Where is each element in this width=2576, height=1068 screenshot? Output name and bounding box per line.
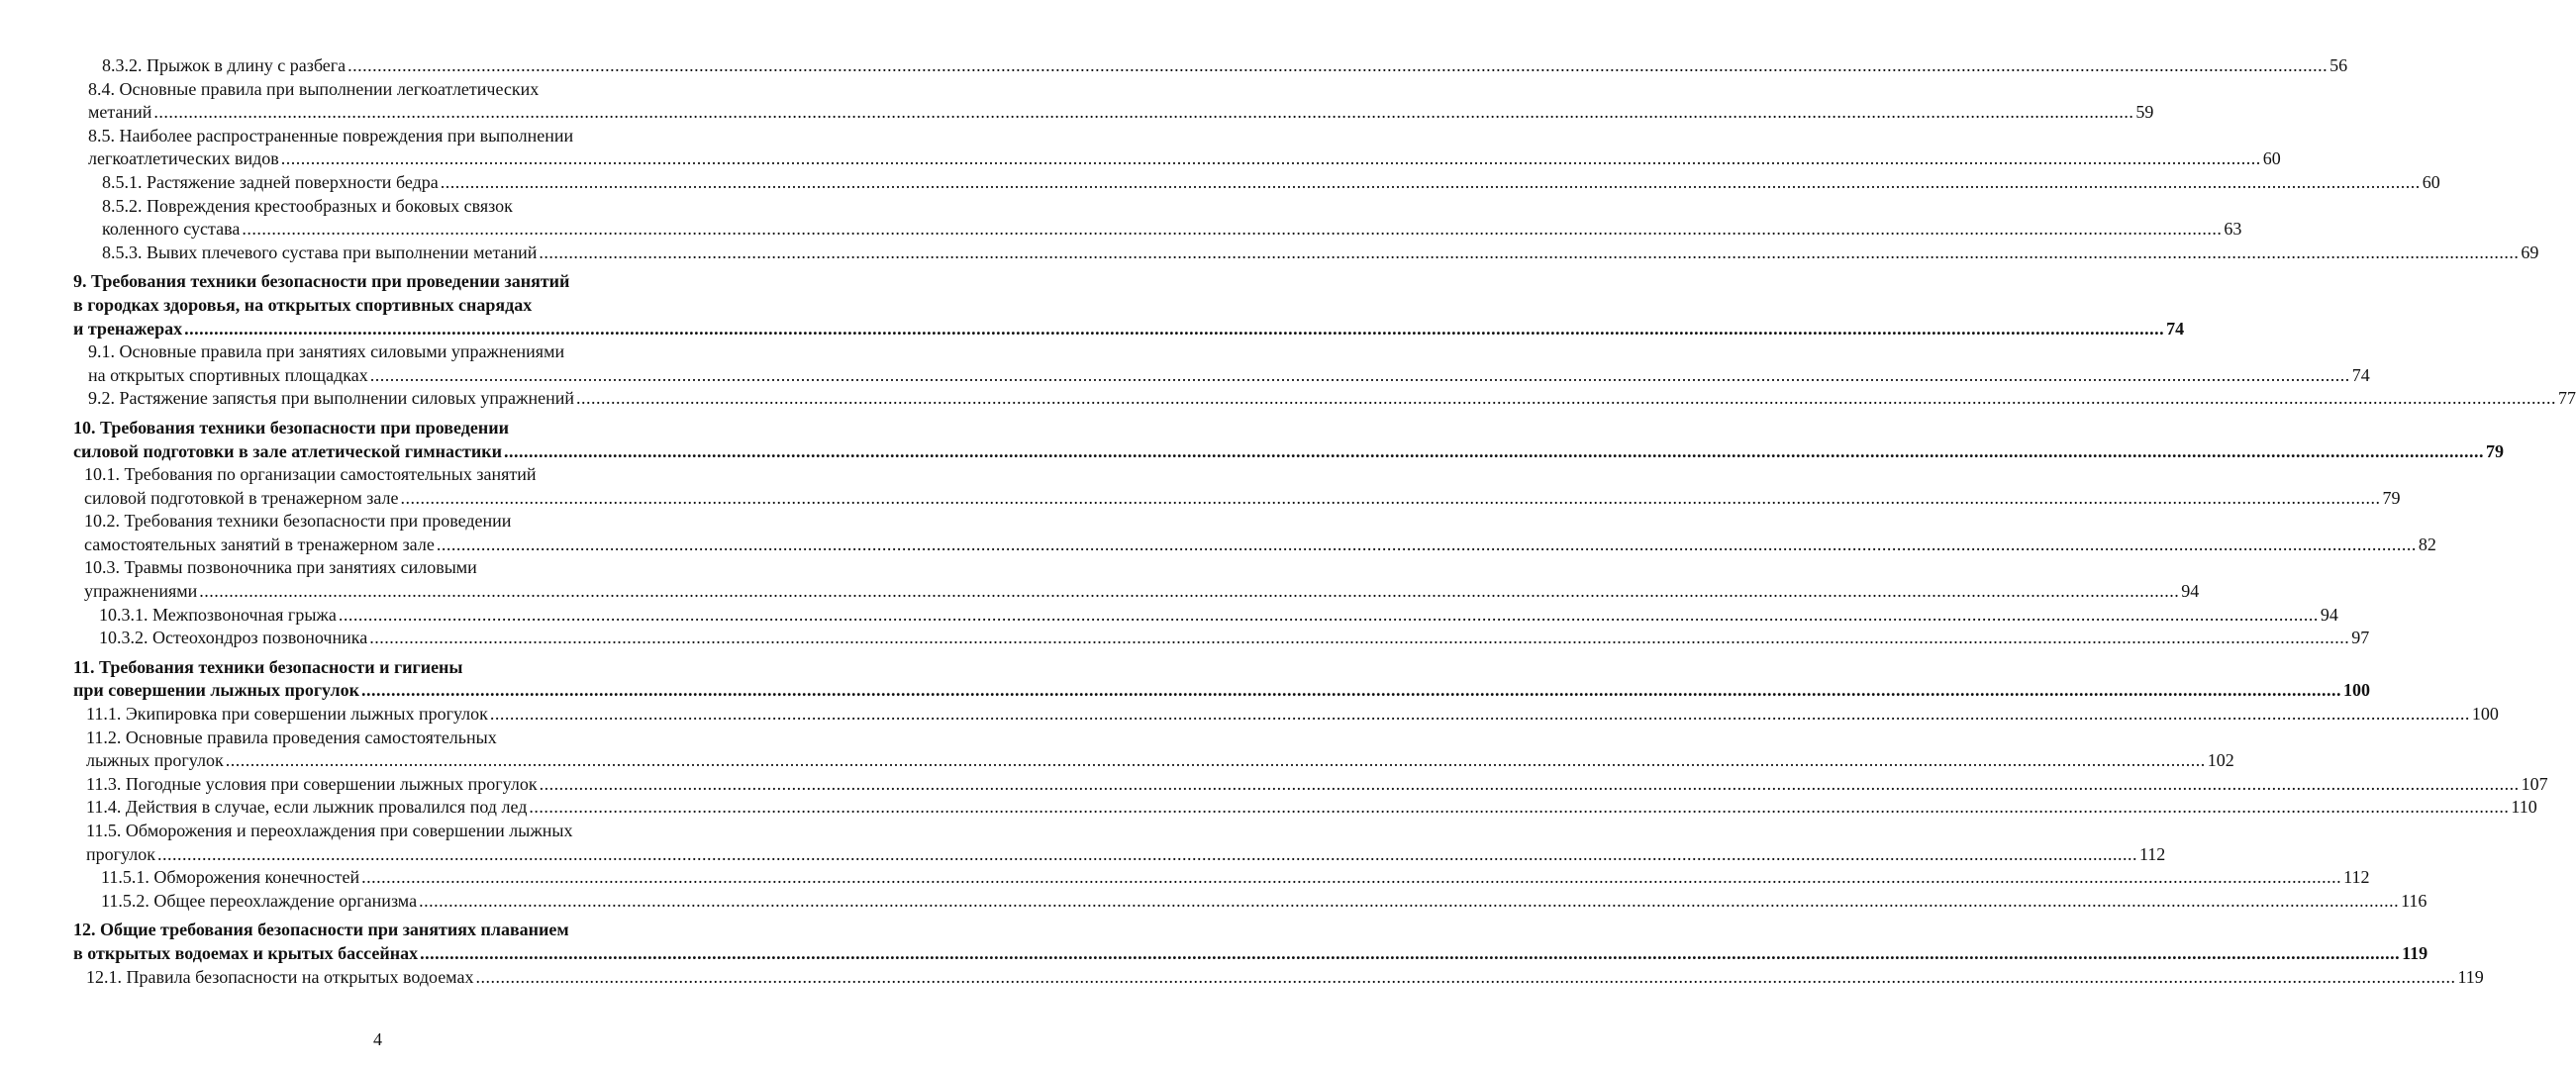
toc-page-number: 116 [2401, 890, 2427, 911]
toc-page-number: 97 [2351, 628, 2370, 648]
toc-entry[interactable] [73, 966, 2484, 990]
toc-entry-title: 8.5.1. Растяжение задней поверхности бедра [102, 171, 439, 192]
dot-leader: ................................................................................................................................................................................................................................................................................................................................................................................................................ [338, 604, 2319, 625]
toc-line [88, 387, 2576, 411]
toc-line [86, 703, 2499, 727]
toc-page-number: 77 [2558, 388, 2576, 409]
toc-page-number: 56 [2329, 55, 2348, 75]
toc-entry-title: 11.1. Экипировка при совершении лыжных прогулок [86, 704, 488, 725]
toc-page-number: 94 [2320, 604, 2338, 625]
dot-leader: ................................................................................................................................................................................................................................................................................................................................................................................................................ [539, 242, 2520, 262]
toc-entry[interactable] [73, 54, 2348, 78]
toc-entry[interactable] [73, 627, 2370, 650]
toc-line [73, 318, 2185, 341]
toc-line [86, 773, 2548, 797]
dot-leader: ................................................................................................................................................................................................................................................................................................................................................................................................................ [242, 219, 2223, 240]
toc-entry[interactable] [73, 703, 2499, 727]
toc-entry-title: 10.2. Требования техники безопасности при проведении [84, 511, 512, 532]
toc-line [102, 195, 685, 219]
toc-line [88, 340, 685, 364]
toc-page-number: 100 [2343, 680, 2371, 701]
toc-page-number: 60 [2422, 171, 2440, 192]
toc-entry-title: на открытых спортивных площадках [88, 364, 368, 385]
table-of-contents [73, 54, 2576, 989]
toc-entry-title: 11.5.2. Общее переохлаждение организма [101, 890, 418, 911]
toc-entry-title: 8.3.2. Прыжок в длину с разбега [102, 55, 347, 75]
toc-entry-title: 11.3. Погодные условия при совершении лыжных прогулок [86, 773, 538, 794]
dot-leader: ................................................................................................................................................................................................................................................................................................................................................................................................................ [369, 364, 2350, 385]
dot-leader: ................................................................................................................................................................................................................................................................................................................................................................................................................ [369, 628, 2350, 648]
toc-entry-title: упражнениями [84, 581, 198, 602]
toc-entry-title: 8.4. Основные правила при выполнении легкоатлетических [88, 78, 540, 99]
toc-entry-title: 10.3.1. Межпозвоночная грыжа [99, 604, 337, 625]
page-number: 4 [373, 1029, 382, 1049]
toc-entry-title: 8.5. Наиболее распространенные повреждения при выполнении [88, 125, 574, 146]
toc-section-entry[interactable] [73, 919, 2428, 965]
toc-entry-title: прогулок [86, 843, 155, 864]
toc-line [88, 101, 2154, 125]
toc-line [88, 364, 2370, 388]
toc-line [102, 242, 2539, 265]
toc-page-number: 94 [2181, 581, 2200, 602]
toc-page-number: 110 [2511, 797, 2537, 818]
toc-entry[interactable] [73, 242, 2539, 265]
toc-line [88, 78, 685, 102]
toc-entry-title: 12.1. Правила безопасности на открытых водоемах [86, 966, 474, 987]
toc-line [84, 534, 2436, 557]
toc-entry[interactable] [73, 195, 2242, 242]
dot-leader: ................................................................................................................................................................................................................................................................................................................................................................................................................ [361, 867, 2342, 888]
toc-entry-title: 10.3.2. Остеохондроз позвоночника [99, 628, 368, 648]
toc-entry[interactable] [73, 773, 2548, 797]
toc-page-number: 63 [2224, 219, 2242, 240]
toc-page-number: 119 [2402, 942, 2428, 963]
toc-line [73, 440, 2504, 464]
toc-section-entry[interactable] [73, 270, 2185, 340]
toc-entry-title: 9.2. Растяжение запястья при выполнении силовых упражнений [88, 388, 574, 409]
toc-entry[interactable] [73, 171, 2440, 195]
toc-line [88, 147, 2281, 171]
toc-line [84, 556, 685, 580]
dot-leader: ................................................................................................................................................................................................................................................................................................................................................................................................................ [361, 680, 2342, 701]
toc-entry-title: лыжных прогулок [86, 750, 224, 771]
dot-leader: ................................................................................................................................................................................................................................................................................................................................................................................................................ [576, 388, 2556, 409]
toc-section-entry[interactable] [73, 417, 2504, 463]
toc-page-number: 74 [2166, 318, 2185, 339]
toc-page-number: 69 [2521, 242, 2539, 262]
toc-line [86, 820, 685, 843]
toc-line [99, 604, 2338, 628]
dot-leader: ................................................................................................................................................................................................................................................................................................................................................................................................................ [436, 534, 2417, 554]
dot-leader: ................................................................................................................................................................................................................................................................................................................................................................................................................ [280, 148, 2261, 169]
toc-page-number: 59 [2135, 102, 2154, 123]
toc-entry-title: в открытых водоемах и крытых бассейнах [73, 942, 419, 963]
toc-line [86, 749, 2234, 773]
toc-entry[interactable] [73, 604, 2338, 628]
dot-leader: ................................................................................................................................................................................................................................................................................................................................................................................................................ [347, 55, 2328, 75]
toc-entry[interactable] [73, 820, 2166, 866]
dot-leader: ................................................................................................................................................................................................................................................................................................................................................................................................................ [225, 750, 2206, 771]
toc-entry[interactable] [73, 556, 2200, 603]
toc-entry-title: самостоятельных занятий в тренажерном зале [84, 534, 435, 554]
toc-entry[interactable] [73, 890, 2427, 914]
dot-leader: ................................................................................................................................................................................................................................................................................................................................................................................................................ [156, 843, 2137, 864]
toc-page-number: 79 [2485, 440, 2504, 461]
toc-page-number: 102 [2207, 750, 2234, 771]
dot-leader: ................................................................................................................................................................................................................................................................................................................................................................................................................ [440, 171, 2421, 192]
toc-entry-title: 9.1. Основные правила при занятиях силовыми упражнениями [88, 341, 565, 362]
toc-entry-title: 11. Требования техники безопасности и гигиены [73, 656, 463, 677]
toc-line [86, 966, 2484, 990]
toc-entry-title: метаний [88, 102, 152, 123]
dot-leader: ................................................................................................................................................................................................................................................................................................................................................................................................................ [503, 440, 2484, 461]
toc-line [101, 866, 2370, 890]
toc-line [73, 417, 685, 440]
toc-entry-title: в городках здоровья, на открытых спортивных снарядах [73, 294, 533, 315]
dot-leader: ................................................................................................................................................................................................................................................................................................................................................................................................................ [420, 942, 2401, 963]
toc-line [99, 627, 2370, 650]
toc-entry-title: и тренажерах [73, 318, 183, 339]
toc-entry-title: 9. Требования техники безопасности при проведении занятий [73, 271, 570, 292]
toc-entry-title: 10.1. Требования по организации самостоятельных занятий [84, 464, 537, 485]
toc-entry[interactable] [73, 125, 2281, 171]
toc-page-number: 74 [2351, 364, 2370, 385]
toc-page-number: 82 [2418, 534, 2436, 554]
dot-leader: ................................................................................................................................................................................................................................................................................................................................................................................................................ [199, 581, 2180, 602]
toc-line [84, 580, 2200, 604]
toc-line [86, 796, 2537, 820]
toc-entry-title: коленного сустава [102, 219, 241, 240]
toc-entry-title: 8.5.2. Повреждения крестообразных и боковых связок [102, 195, 513, 216]
toc-entry[interactable] [73, 727, 2234, 773]
toc-line [102, 54, 2348, 78]
toc-entry[interactable] [73, 866, 2370, 890]
toc-entry-title: 12. Общие требования безопасности при занятиях плаванием [73, 920, 569, 940]
dot-leader: ................................................................................................................................................................................................................................................................................................................................................................................................................ [419, 890, 2400, 911]
toc-line [86, 727, 685, 750]
toc-entry-title: 11.2. Основные правила проведения самостоятельных [86, 727, 497, 747]
toc-line [101, 890, 2427, 914]
toc-line [73, 942, 2428, 966]
toc-page-number: 60 [2262, 148, 2281, 169]
toc-line [84, 463, 685, 487]
toc-entry-title: 8.5.3. Вывих плечевого сустава при выполнении метаний [102, 242, 538, 262]
toc-page-number: 119 [2457, 966, 2484, 987]
toc-entry[interactable] [73, 340, 2370, 387]
toc-line [73, 294, 685, 318]
toc-entry[interactable] [73, 387, 2576, 411]
toc-entry-title: 11.4. Действия в случае, если лыжник провалился под лед [86, 797, 528, 818]
toc-entry-title: силовой подготовкой в тренажерном зале [84, 487, 399, 508]
dot-leader: ................................................................................................................................................................................................................................................................................................................................................................................................................ [184, 318, 2165, 339]
toc-page-number: 107 [2521, 773, 2548, 794]
toc-entry-title: 10.3. Травмы позвоночника при занятиях силовыми [84, 557, 477, 578]
toc-line [73, 919, 685, 942]
toc-line [73, 656, 685, 680]
toc-entry[interactable] [73, 78, 2154, 125]
toc-section-entry[interactable] [73, 656, 2371, 703]
dot-leader: ................................................................................................................................................................................................................................................................................................................................................................................................................ [539, 773, 2520, 794]
dot-leader: ................................................................................................................................................................................................................................................................................................................................................................................................................ [475, 966, 2456, 987]
toc-page-number: 112 [2138, 843, 2166, 864]
toc-entry-title: силовой подготовки в зале атлетической гимнастики [73, 440, 502, 461]
toc-entry-title: при совершении лыжных прогулок [73, 680, 360, 701]
toc-page-number: 100 [2471, 704, 2499, 725]
toc-line [102, 218, 2242, 242]
toc-entry-title: 10. Требования техники безопасности при проведении [73, 417, 509, 437]
toc-page-number: 112 [2343, 867, 2370, 888]
toc-entry-title: легкоатлетических видов [88, 148, 279, 169]
toc-entry[interactable] [73, 796, 2537, 820]
toc-line [86, 843, 2166, 867]
toc-line [102, 171, 2440, 195]
toc-line [84, 510, 685, 534]
dot-leader: ................................................................................................................................................................................................................................................................................................................................................................................................................ [400, 487, 2381, 508]
toc-entry-title: 11.5. Обморожения и переохлаждения при совершении лыжных [86, 821, 573, 840]
toc-line [84, 487, 2401, 511]
toc-line [88, 125, 685, 148]
toc-entry[interactable] [73, 510, 2436, 556]
toc-line [73, 679, 2371, 703]
dot-leader: ................................................................................................................................................................................................................................................................................................................................................................................................................ [153, 102, 2134, 123]
toc-line [73, 270, 685, 294]
toc-page-number: 79 [2382, 487, 2401, 508]
dot-leader: ................................................................................................................................................................................................................................................................................................................................................................................................................ [529, 797, 2510, 818]
toc-entry[interactable] [73, 463, 2401, 510]
toc-entry-title: 11.5.1. Обморожения конечностей [101, 867, 360, 888]
dot-leader: ................................................................................................................................................................................................................................................................................................................................................................................................................ [489, 704, 2470, 725]
